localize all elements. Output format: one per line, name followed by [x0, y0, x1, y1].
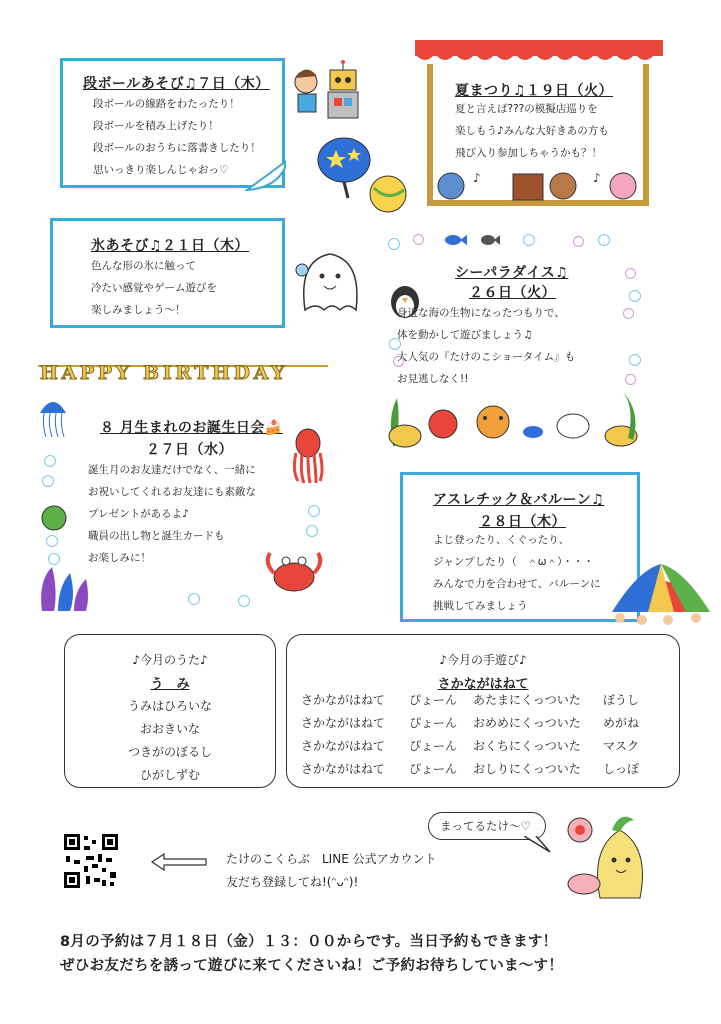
- birthday-line: お楽しみに！: [88, 552, 151, 564]
- handplay-cell: おしりにくっついた: [473, 762, 581, 776]
- handplay-cell: ぴょーん: [409, 762, 458, 776]
- sea-line: お見逃しなく!!: [397, 373, 469, 385]
- song-line: うみはひろいな: [127, 699, 212, 713]
- handplay-cell: さかながはねて: [301, 762, 385, 776]
- handplay-rows: [301, 691, 653, 783]
- line-account: たけのこくらぶ LINE 公式アカウント: [226, 852, 437, 866]
- birthday-banner-text: HAPPY BIRTHDAY: [40, 362, 289, 384]
- cardboard-title: 段ボールあそび♫７日（木）: [83, 76, 270, 92]
- birthday-line: 職員の出し物と誕生カードも: [88, 530, 225, 542]
- handplay-cell: ぴょーん: [409, 716, 458, 730]
- svg-text:♪: ♪: [593, 171, 601, 185]
- handplay-cell: しっぽ: [603, 762, 640, 776]
- song-header: ♪今月のうた♪: [132, 653, 208, 667]
- athletic-line: よじ登ったり、くぐったり、: [433, 534, 570, 546]
- parachute-icon: [608, 560, 714, 632]
- birthday-title: ８ 月生まれのお誕生日会🍰: [100, 420, 283, 436]
- summer-line: 飛び入り参加しちゃうかも？！: [455, 147, 602, 159]
- birthday-line: プレゼントがあるよ♪: [88, 508, 189, 520]
- handplay-cell: さかながはねて: [301, 739, 385, 753]
- handplay-title: さかながはねて: [437, 677, 529, 692]
- song-title: う み: [150, 677, 190, 692]
- sea-creatures-icon: [383, 388, 643, 448]
- octopus-icon: [288, 425, 328, 485]
- ice-line: 楽しみましょう～！: [91, 304, 186, 316]
- speech-text: まってるたけ～♡: [440, 819, 531, 833]
- handplay-cell: めがね: [603, 716, 640, 730]
- ice-line: 冷たい感覚やゲーム遊びを: [91, 282, 217, 294]
- birthday-line: お祝いしてくれるお友達にも素敵な: [88, 486, 256, 498]
- handplay-cell: ぴょーん: [409, 693, 458, 707]
- pufferfish-icon: [38, 503, 72, 533]
- cardboard-line: 段ボールを積み上げたり！: [93, 120, 219, 132]
- handplay-row: [301, 714, 653, 737]
- handplay-cell: ぴょーん: [409, 739, 458, 753]
- cardboard-line: 段ボールのおうちに落書きしたり！: [93, 142, 261, 154]
- summer-line: 夏と言えば???の模擬店巡りを: [455, 103, 598, 115]
- footer-line-2: ぜひお友だちを誘って遊びに来てくださいね！ご予約お待ちしていま～す！: [60, 958, 564, 974]
- handplay-cell: おめめにくっついた: [473, 716, 581, 730]
- handplay-header: ♪今月の手遊び♪: [439, 653, 527, 667]
- song-line: ひがしずむ: [139, 768, 200, 782]
- animal-band-icon: [433, 168, 645, 204]
- cardboard-line: 段ボールの線路をわたったり！: [93, 98, 240, 110]
- summer-title: 夏まつり♫１９日（火）: [455, 83, 614, 99]
- crab-icon: [264, 545, 324, 600]
- athletic-title: アスレチック＆バルーン♫: [433, 492, 605, 508]
- sea-line: 大人気の『たけのこショータイム』も: [397, 351, 576, 363]
- handplay-cell: おくちにくっついた: [473, 739, 581, 753]
- sea-frame: [383, 228, 643, 448]
- ice-card: [50, 218, 285, 328]
- handplay-row: [301, 737, 653, 760]
- sea-title: シーパラダイス♫: [455, 265, 569, 281]
- handplay-cell: さかながはねて: [301, 693, 385, 707]
- jellyfish-icon: [38, 395, 68, 439]
- robot-icon: [290, 60, 370, 125]
- fan-icon: [316, 132, 411, 217]
- svg-text:♪: ♪: [473, 171, 481, 185]
- athletic-line: みんなで力を合わせて、バルーンに: [433, 578, 601, 590]
- birthday-date: ２７日（水）: [146, 442, 233, 458]
- athletic-date: ２８日（木）: [479, 514, 566, 530]
- ice-title: 氷あそび♫２１日（木）: [91, 238, 250, 254]
- athletic-line: 挑戦してみましょう: [433, 600, 528, 612]
- sea-line: 体を動かして遊びましょう♫: [397, 329, 533, 341]
- birthday-line: 誕生月のお友達だけでなく、一緒に: [88, 464, 256, 476]
- footer-line-1: 8月の予約は７月１８日（金）１３：００からです。当日予約もできます！: [60, 934, 558, 950]
- summer-line: 楽しもう♪みんな大好きあの方も: [455, 125, 609, 137]
- song-box: [64, 634, 276, 788]
- speech-tail: [524, 836, 554, 854]
- takenoko-icon: [560, 808, 660, 904]
- athletic-card: [400, 472, 640, 622]
- arrow-left-icon: [150, 852, 210, 872]
- handplay-cell: ぼうし: [603, 693, 640, 707]
- character-ghost-icon: [290, 240, 370, 320]
- birthday-frame: [38, 395, 328, 610]
- handplay-box: [286, 634, 680, 788]
- handplay-row: [301, 760, 653, 783]
- athletic-line: ジャンプしたり（ ＾ω＾）・・・: [433, 556, 594, 568]
- handplay-cell: あたまにくっついた: [473, 693, 581, 707]
- handplay-row: [301, 691, 653, 714]
- qr-code[interactable]: [62, 832, 120, 890]
- sea-date: ２６日（火）: [469, 285, 556, 301]
- handplay-cell: マスク: [603, 739, 640, 753]
- handplay-cell: さかながはねて: [301, 716, 385, 730]
- sea-line: 身近な海の生物になったつもりで、: [397, 307, 565, 319]
- page-curl-decoration: [245, 160, 287, 192]
- song-line: つきがのぼるし: [127, 745, 212, 759]
- ice-line: 色んな形の氷に触って: [91, 260, 196, 272]
- song-line: おおきいな: [139, 722, 200, 736]
- fish-icon: [443, 232, 503, 248]
- line-register: 友だち登録してね!(ᵔᴗᵔ)!: [226, 875, 359, 889]
- cardboard-line: 思いっきり楽しんじゃおっ♡: [93, 164, 229, 176]
- summer-stall: [415, 40, 663, 215]
